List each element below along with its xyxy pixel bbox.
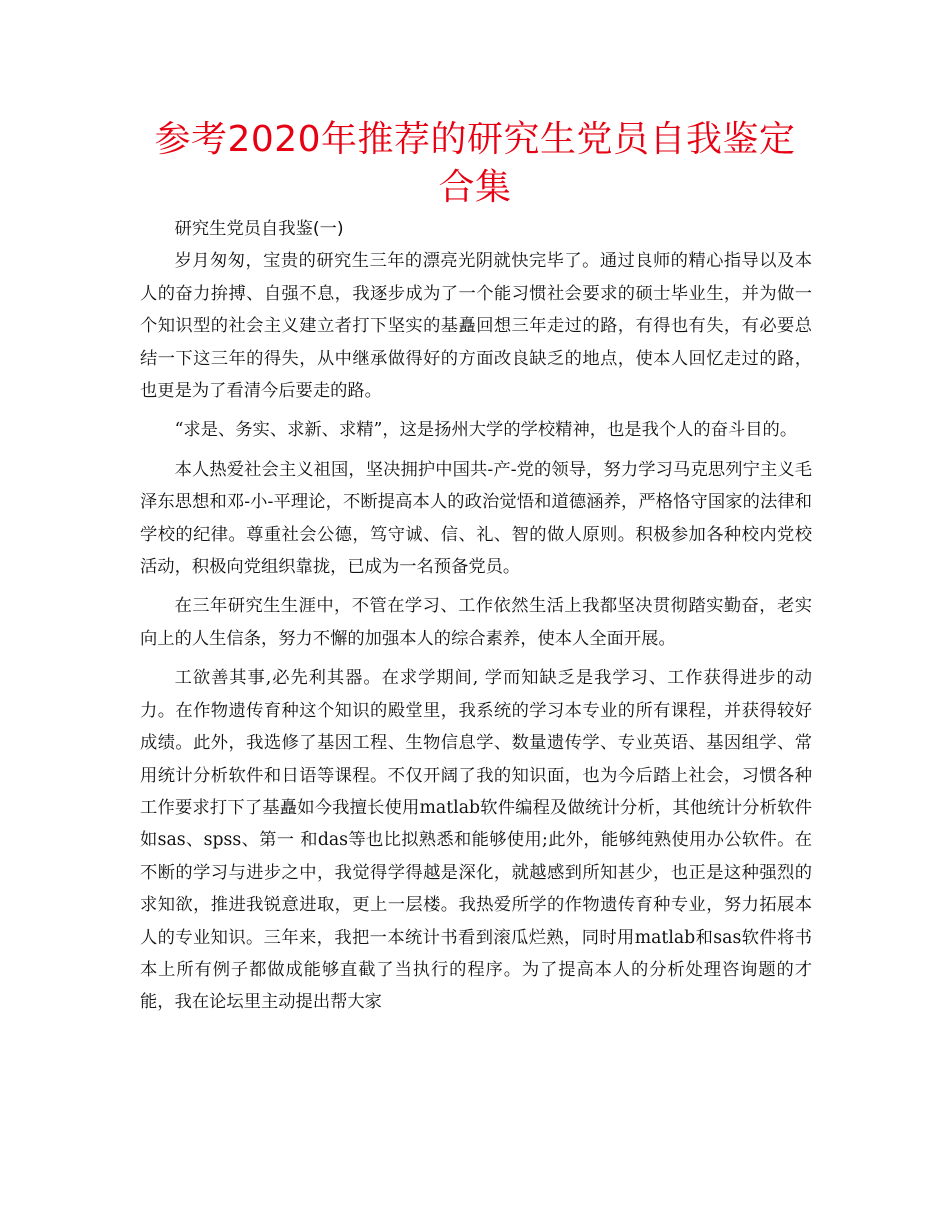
document-body: [140, 213, 812, 1026]
paragraph: 岁月匆匆，宝贵的研究生三年的漂亮光阴就快完毕了。通过良师的精心指导以及本人的奋力拚搏、自强不息，我逐步成为了一个能习惯社会要求的硕士毕业生，并为做一个知识型的社会主义建立者打下坚实的基矗回想三年走过的路，有得也有失，有必要总结一下这三年的得失，从中继承做得好的方面改良缺乏的地点，使本人回忆走过的路，也更是为了看清今后要走的路。: [140, 251, 812, 402]
paragraph: 本人热爱社会主义祖国，坚决拥护中国共-产-党的领导，努力学习马克思列宁主义毛泽东思想和邓-小-平理论，不断提高本人的政治觉悟和道德涵养，严格恪守国家的法律和学校的纪律。尊重社会公德，笃守诚、信、礼、智的做人原则。积极参加各种校内党校活动，积极向党组织靠拢，已成为一名预备党员。: [140, 459, 812, 578]
document-title: 参考2020年推荐的研究生党员自我鉴定合集: [154, 119, 796, 208]
section-heading: 研究生党员自我鉴(一): [174, 219, 344, 239]
paragraph: 在三年研究生生涯中，不管在学习、工作依然生活上我都坚决贯彻踏实勤奋，老实向上的人生信条，努力不懈的加强本人的综合素养，使本人全面开展。: [140, 596, 812, 649]
paragraph: 工欲善其事,必先利其器。在求学期间, 学而知缺乏是我学习、工作获得进步的动力。在作物遗传育种这个知识的殿堂里，我系统的学习本专业的所有课程，并获得较好成绩。此外，我选修了基因工程、生物信息学、数量遗传学、专业英语、基因组学、常用统计分析软件和日语等课程。不仅开阔了我的知识面，也为今后踏上社会，习惯各种工作要求打下了基矗如今我擅长使用matlab软件编程及做统计分析，其他统计分析软件如sas、spss、第一 和das等也比拟熟悉和能够使用;此外，能够纯熟使用办公软件。在不断的学习与进步之中，我觉得学得越是深化，就越感到所知甚少，也正是这种强烈的求知欲，推进我锐意进取，更上一层楼。我热爱所学的作物遗传育种专业，努力拓展本人的专业知识。三年来，我把一本统计书看到滚瓜烂熟，同时用matlab和sas软件将书本上所有例子都做成能够直截了当执行的程序。为了提高本人的分析处理咨询题的才能，我在论坛里主动提出帮大家: [140, 668, 812, 1013]
paragraph: “求是、务实、求新、求精”，这是扬州大学的学校精神，也是我个人的奋斗目的。: [174, 420, 798, 441]
